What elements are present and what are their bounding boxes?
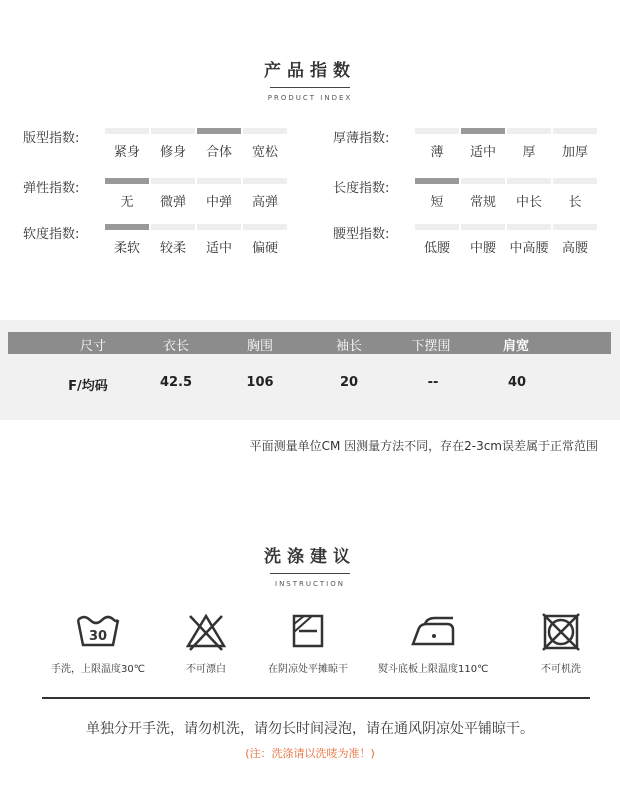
wash-temp-text: 30 [88,629,108,644]
index-option [415,224,459,256]
index-bar [243,224,287,230]
index-option-label: 紧身 [113,145,140,160]
index-bar [507,224,551,230]
care-item-iron [378,612,488,675]
care-label: 在阴凉处平摊晾干 [268,664,348,675]
index-option-label: 低腰 [423,241,450,256]
index-bar [151,128,195,134]
index-option [461,224,505,256]
index-option-label: 较柔 [159,241,186,256]
index-option [553,224,597,256]
index-bar [415,128,459,134]
index-option [461,178,505,210]
index-option-label: 适中 [205,241,232,256]
index-option [461,128,505,160]
care-item-no-machine-wash [506,612,616,675]
index-option-label: 合体 [205,145,232,160]
size-header-cell: 肩宽 [502,339,529,354]
product-index-title: 产品指数 [264,61,356,81]
index-option [151,224,195,256]
index-label: 版型指数: [23,131,80,146]
index-option [507,178,551,210]
index-row [333,178,603,208]
index-option-label: 薄 [430,145,444,160]
index-bar [507,128,551,134]
index-option-label: 无 [120,195,134,210]
size-cell: 106 [246,375,274,390]
care-item-no-bleach [151,612,261,675]
index-bar [461,178,505,184]
care-item-dry-flat [253,612,363,675]
care-item-hand-wash [43,612,153,675]
care-label: 不可机洗 [541,664,581,675]
index-bar [243,178,287,184]
no-machine-wash-icon [537,612,585,652]
size-header-cell: 尺寸 [79,339,106,354]
index-option-label: 高腰 [561,241,588,256]
index-option [415,128,459,160]
index-option-label: 柔软 [113,241,140,256]
index-option [243,224,287,256]
index-option-label: 偏硬 [251,241,278,256]
index-option [105,128,149,160]
care-title: 洗涤建议 [264,547,356,567]
index-option-label: 中弹 [205,195,232,210]
size-cell: 42.5 [159,375,193,390]
index-label: 软度指数: [23,227,80,242]
care-tip: (注：洗涤请以洗唛为准！) [245,747,375,760]
index-option [151,178,195,210]
index-bar [553,224,597,230]
size-cell: F/均码 [68,379,108,394]
index-row [333,128,603,158]
size-header-cell: 胸围 [246,339,273,354]
care-label: 不可漂白 [186,664,226,675]
care-subtitle: INSTRUCTION [275,580,345,588]
size-header-cell: 衣长 [162,339,189,354]
index-option [151,128,195,160]
index-option [197,224,241,256]
index-option [243,128,287,160]
index-bar-active [105,178,149,184]
index-option-label: 短 [430,195,444,210]
index-bar [553,128,597,134]
index-label: 长度指数: [333,181,390,196]
care-instruction: 单独分开手洗，请勿机洗，请勿长时间浸泡，请在通风阴凉处平铺晾干。 [86,721,534,737]
index-label: 腰型指数: [333,227,390,242]
index-row [23,128,293,158]
title-rule [270,573,350,574]
index-option-label: 长 [568,195,582,210]
index-bar [105,128,149,134]
size-cell: -- [427,375,439,390]
index-option-label: 中高腰 [509,241,549,256]
index-bar [151,178,195,184]
index-option-label: 高弹 [251,195,278,210]
index-row [23,224,293,254]
index-option [105,224,149,256]
index-option-label: 宽松 [251,145,278,160]
no-bleach-icon [182,612,230,652]
index-bar [507,178,551,184]
index-option [553,128,597,160]
care-title-block [0,542,620,588]
index-option-label: 常规 [469,195,496,210]
dry-flat-shade-icon [284,612,332,652]
iron-icon [405,612,461,652]
index-option-label: 微弹 [159,195,186,210]
index-option [105,178,149,210]
size-cell: 40 [507,375,527,390]
care-label: 手洗，上限温度30℃ [51,664,145,675]
index-option [197,128,241,160]
index-option [553,178,597,210]
care-divider [42,697,590,699]
index-bar-active [461,128,505,134]
product-index-title-block [0,56,620,102]
size-cell: 20 [339,375,359,390]
index-bar-active [197,128,241,134]
index-option-label: 中长 [515,195,542,210]
index-option-label: 中腰 [469,241,496,256]
index-row [333,224,603,254]
index-bar-active [415,178,459,184]
index-label: 弹性指数: [23,181,80,196]
care-label: 熨斗底板上限温度110℃ [378,664,489,675]
index-bar [197,224,241,230]
index-option-label: 厚 [522,145,536,160]
index-bar [415,224,459,230]
index-option [415,178,459,210]
size-table [0,320,620,420]
title-rule [270,87,350,88]
index-bar [243,128,287,134]
index-option [507,128,551,160]
hand-wash-30-icon [74,612,122,652]
index-option [243,178,287,210]
index-bar [461,224,505,230]
index-option [507,224,551,256]
size-header-cell: 袖长 [335,339,362,354]
size-header-cell: 下摆围 [411,339,451,354]
index-bar-active [105,224,149,230]
size-table-header [8,332,611,354]
measurement-note: 平面测量单位CM 因测量方法不同，存在2-3cm误差属于正常范围 [249,439,598,453]
index-option-label: 加厚 [561,145,588,160]
index-option-label: 适中 [469,145,496,160]
index-bar [151,224,195,230]
product-index-subtitle: PRODUCT INDEX [267,94,353,102]
index-label: 厚薄指数: [333,131,390,146]
index-bar [553,178,597,184]
index-option-label: 修身 [159,145,186,160]
index-bar [197,178,241,184]
index-row [23,178,293,208]
index-option [197,178,241,210]
